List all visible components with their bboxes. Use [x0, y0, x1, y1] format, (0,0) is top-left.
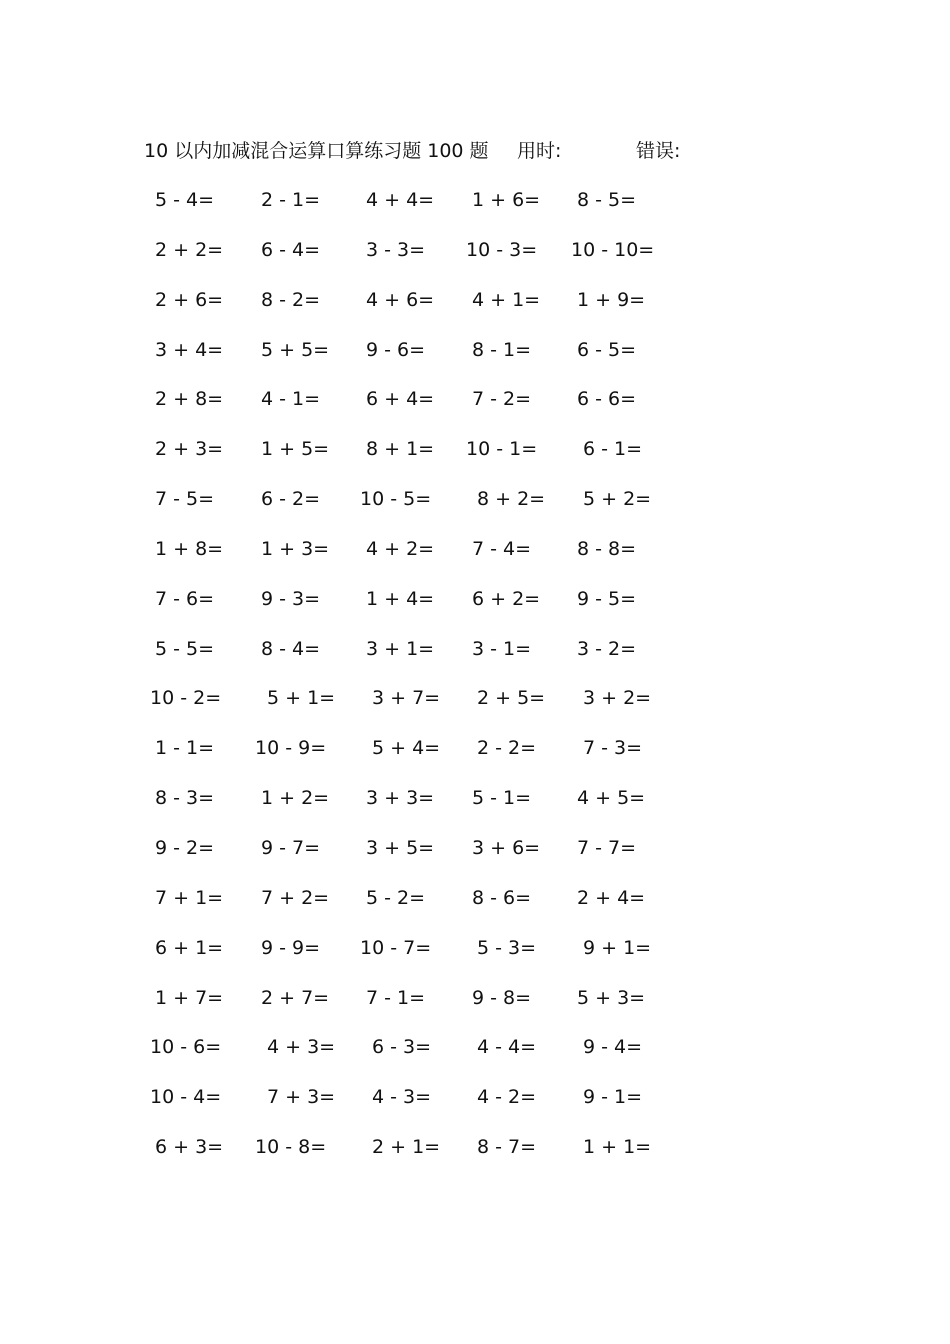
problem-item: 10 - 6=: [150, 1036, 222, 1059]
worksheet-header: [144, 136, 744, 166]
problem-item: 6 + 2=: [472, 587, 541, 610]
problem-row: [150, 184, 710, 234]
problem-item: 3 + 1=: [366, 637, 435, 660]
problem-row: [150, 483, 710, 533]
problem-row: [150, 682, 710, 732]
problem-item: 6 - 1=: [583, 438, 643, 461]
worksheet-title: 10 以内加减混合运算口算练习题 100 题: [144, 140, 489, 162]
problem-row: [150, 383, 710, 433]
problem-item: 2 + 2=: [155, 238, 224, 261]
problem-item: 4 + 1=: [472, 288, 541, 311]
problem-item: 10 - 3=: [466, 238, 538, 261]
problem-item: 4 - 3=: [372, 1086, 432, 1109]
problem-item: 5 - 1=: [472, 787, 532, 810]
problem-item: 3 - 1=: [472, 637, 532, 660]
problem-item: 7 - 3=: [583, 737, 643, 760]
problem-item: 6 - 3=: [372, 1036, 432, 1059]
problem-item: 8 - 8=: [577, 537, 637, 560]
problem-item: 2 - 2=: [477, 737, 537, 760]
problem-item: 4 + 2=: [366, 537, 435, 560]
problem-item: 8 - 1=: [472, 338, 532, 361]
problem-item: 6 + 4=: [366, 388, 435, 411]
problem-item: 7 - 2=: [472, 388, 532, 411]
problem-item: 4 + 4=: [366, 189, 435, 211]
problem-item: 7 - 6=: [155, 587, 215, 610]
problem-item: 5 - 5=: [155, 637, 215, 660]
error-count-label: 错误:: [636, 140, 681, 162]
problem-item: 2 + 6=: [155, 288, 224, 311]
problem-item: 9 - 6=: [366, 338, 426, 361]
problem-item: 1 + 5=: [261, 438, 330, 461]
problem-item: 4 + 5=: [577, 787, 646, 810]
problem-item: 9 + 1=: [583, 936, 652, 959]
problem-row: [150, 882, 710, 932]
problem-item: 3 - 3=: [366, 238, 426, 261]
problem-item: 7 - 4=: [472, 537, 532, 560]
problem-item: 5 + 1=: [267, 687, 336, 710]
problem-row: [150, 982, 710, 1032]
problem-row: [150, 732, 710, 782]
problem-item: 8 - 3=: [155, 787, 215, 810]
problem-row: [150, 334, 710, 384]
problem-item: 3 + 7=: [372, 687, 441, 710]
problem-item: 9 - 5=: [577, 587, 637, 610]
problem-item: 1 + 1=: [583, 1136, 652, 1159]
problem-item: 6 - 6=: [577, 388, 637, 411]
problem-row: [150, 234, 710, 284]
problem-item: 10 - 9=: [255, 737, 327, 760]
problem-item: 5 - 4=: [155, 189, 215, 211]
problem-row: [150, 832, 710, 882]
problem-item: 6 + 3=: [155, 1136, 224, 1159]
problem-item: 5 - 3=: [477, 936, 537, 959]
problem-row: [150, 1131, 710, 1181]
problem-item: 5 + 5=: [261, 338, 330, 361]
problem-item: 4 - 2=: [477, 1086, 537, 1109]
problem-item: 9 - 9=: [261, 936, 321, 959]
problem-item: 8 - 7=: [477, 1136, 537, 1159]
problem-item: 9 - 4=: [583, 1036, 643, 1059]
problem-item: 7 + 3=: [267, 1086, 336, 1109]
problem-item: 8 - 6=: [472, 886, 532, 909]
problem-item: 2 + 3=: [155, 438, 224, 461]
problem-item: 1 + 9=: [577, 288, 646, 311]
problem-item: 1 + 7=: [155, 986, 224, 1009]
problem-item: 9 - 7=: [261, 836, 321, 859]
problem-item: 2 + 5=: [477, 687, 546, 710]
problem-item: 5 + 4=: [372, 737, 441, 760]
problem-item: 4 + 6=: [366, 288, 435, 311]
problem-item: 6 - 2=: [261, 488, 321, 511]
problem-item: 2 + 4=: [577, 886, 646, 909]
problem-item: 8 - 4=: [261, 637, 321, 660]
problem-item: 4 + 3=: [267, 1036, 336, 1059]
problem-item: 6 - 5=: [577, 338, 637, 361]
problem-item: 8 + 2=: [477, 488, 546, 511]
problem-item: 7 + 2=: [261, 886, 330, 909]
problem-item: 7 - 5=: [155, 488, 215, 511]
problem-item: 4 - 4=: [477, 1036, 537, 1059]
problem-item: 1 + 6=: [472, 189, 541, 211]
problem-item: 3 + 6=: [472, 836, 541, 859]
problem-item: 1 - 1=: [155, 737, 215, 760]
problem-item: 10 - 4=: [150, 1086, 222, 1109]
problem-grid: [150, 184, 710, 1181]
problem-item: 10 - 7=: [360, 936, 432, 959]
problem-item: 7 + 1=: [155, 886, 224, 909]
problem-item: 10 - 1=: [466, 438, 538, 461]
problem-item: 8 - 5=: [577, 189, 637, 211]
problem-item: 10 - 2=: [150, 687, 222, 710]
time-spent-label: 用时:: [517, 140, 562, 162]
problem-item: 10 - 8=: [255, 1136, 327, 1159]
problem-item: 9 - 1=: [583, 1086, 643, 1109]
problem-item: 7 - 1=: [366, 986, 426, 1009]
problem-item: 8 - 2=: [261, 288, 321, 311]
problem-item: 7 - 7=: [577, 836, 637, 859]
problem-row: [150, 932, 710, 982]
problem-item: 3 - 2=: [577, 637, 637, 660]
problem-item: 1 + 8=: [155, 537, 224, 560]
problem-row: [150, 433, 710, 483]
problem-item: 3 + 4=: [155, 338, 224, 361]
problem-row: [150, 1031, 710, 1081]
problem-item: 6 + 1=: [155, 936, 224, 959]
problem-item: 3 + 3=: [366, 787, 435, 810]
problem-item: 6 - 4=: [261, 238, 321, 261]
problem-row: [150, 533, 710, 583]
problem-item: 5 - 2=: [366, 886, 426, 909]
problem-item: 3 + 5=: [366, 836, 435, 859]
problem-item: 3 + 2=: [583, 687, 652, 710]
problem-item: 9 - 3=: [261, 587, 321, 610]
problem-item: 10 - 5=: [360, 488, 432, 511]
problem-item: 2 + 8=: [155, 388, 224, 411]
problem-item: 2 + 1=: [372, 1136, 441, 1159]
problem-item: 10 - 10=: [571, 238, 655, 261]
problem-item: 9 - 2=: [155, 836, 215, 859]
problem-item: 8 + 1=: [366, 438, 435, 461]
problem-item: 4 - 1=: [261, 388, 321, 411]
problem-row: [150, 633, 710, 683]
problem-row: [150, 583, 710, 633]
problem-item: 9 - 8=: [472, 986, 532, 1009]
problem-row: [150, 1081, 710, 1131]
problem-item: 2 + 7=: [261, 986, 330, 1009]
problem-item: 5 + 2=: [583, 488, 652, 511]
problem-item: 1 + 3=: [261, 537, 330, 560]
problem-row: [150, 284, 710, 334]
problem-item: 1 + 4=: [366, 587, 435, 610]
problem-item: 1 + 2=: [261, 787, 330, 810]
problem-item: 2 - 1=: [261, 189, 321, 211]
problem-row: [150, 782, 710, 832]
problem-item: 5 + 3=: [577, 986, 646, 1009]
